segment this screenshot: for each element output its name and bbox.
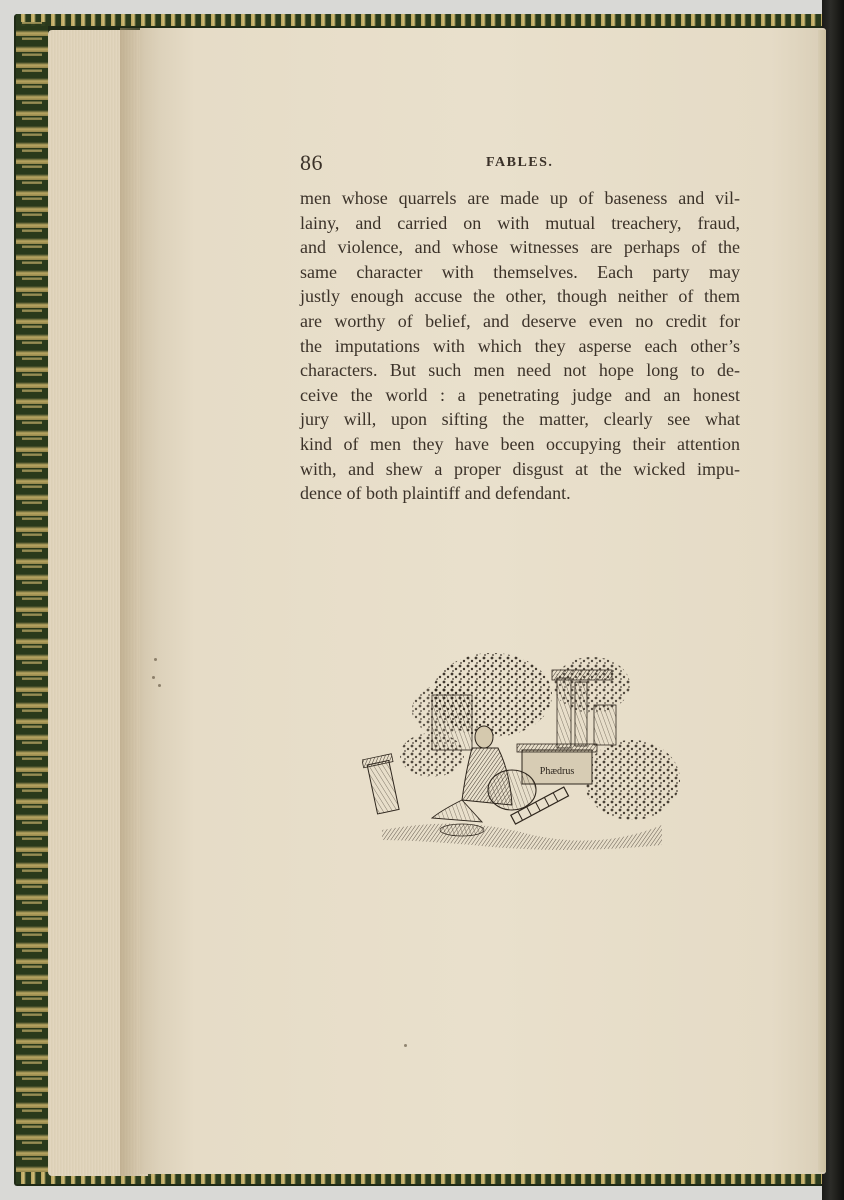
plinth-cap xyxy=(517,744,597,752)
paper-fleck xyxy=(404,1044,407,1047)
fallen-drum xyxy=(440,824,484,836)
ruin-column xyxy=(575,682,587,746)
ruin-wall xyxy=(432,695,472,750)
tailpiece-vignette xyxy=(362,640,682,855)
text-line: are worthy of belief, and deserve even no credit for xyxy=(300,310,740,331)
text-line: the imputations with which they asperse each other’s xyxy=(300,335,740,356)
text-line: ceive the world : a penetrating judge and an honest xyxy=(300,384,740,405)
fallen-column xyxy=(362,754,403,815)
text-line: with, and shew a proper disgust at the wicked impu- xyxy=(300,458,740,479)
page-header-title: FABLES. xyxy=(486,155,554,170)
page-gutter-shadow xyxy=(120,28,160,1176)
text-line: characters. But such men need not hope long to de- xyxy=(300,360,740,381)
paper-fleck xyxy=(154,658,157,661)
paper-fleck xyxy=(152,676,155,679)
ruin-column xyxy=(557,678,571,748)
text-line: same character with themselves. Each party may xyxy=(300,261,740,282)
text-line: jury will, upon sifting the matter, clearly see what xyxy=(300,409,740,430)
page-fore-edge xyxy=(818,30,826,1172)
shield xyxy=(488,770,536,810)
gilt-border-top xyxy=(16,14,828,26)
ground xyxy=(382,824,662,850)
ruin-entablature xyxy=(552,670,612,680)
body-text xyxy=(300,186,740,506)
paper-fleck xyxy=(158,684,161,687)
text-line: men whose quarrels are made up of baseness and vil- xyxy=(300,188,740,208)
ruin-column xyxy=(594,705,616,745)
text-line: and violence, and whose witnesses are perhaps of the xyxy=(300,237,740,258)
gilt-border-left xyxy=(16,22,48,1182)
text-line: lainy, and carried on with mutual treachery, fraud, xyxy=(300,212,740,233)
text-line: kind of men they have been occupying their attention xyxy=(300,433,740,454)
running-head xyxy=(300,150,740,180)
text-line: dence of both plaintiff and defendant. xyxy=(300,483,571,504)
page-number: 86 xyxy=(300,150,323,175)
foliage-mass xyxy=(584,740,680,820)
vignette-engraving xyxy=(362,640,682,855)
text-line: justly enough accuse the other, though neither of them xyxy=(300,286,740,307)
plinth-inscription: Phædrus xyxy=(539,766,575,777)
